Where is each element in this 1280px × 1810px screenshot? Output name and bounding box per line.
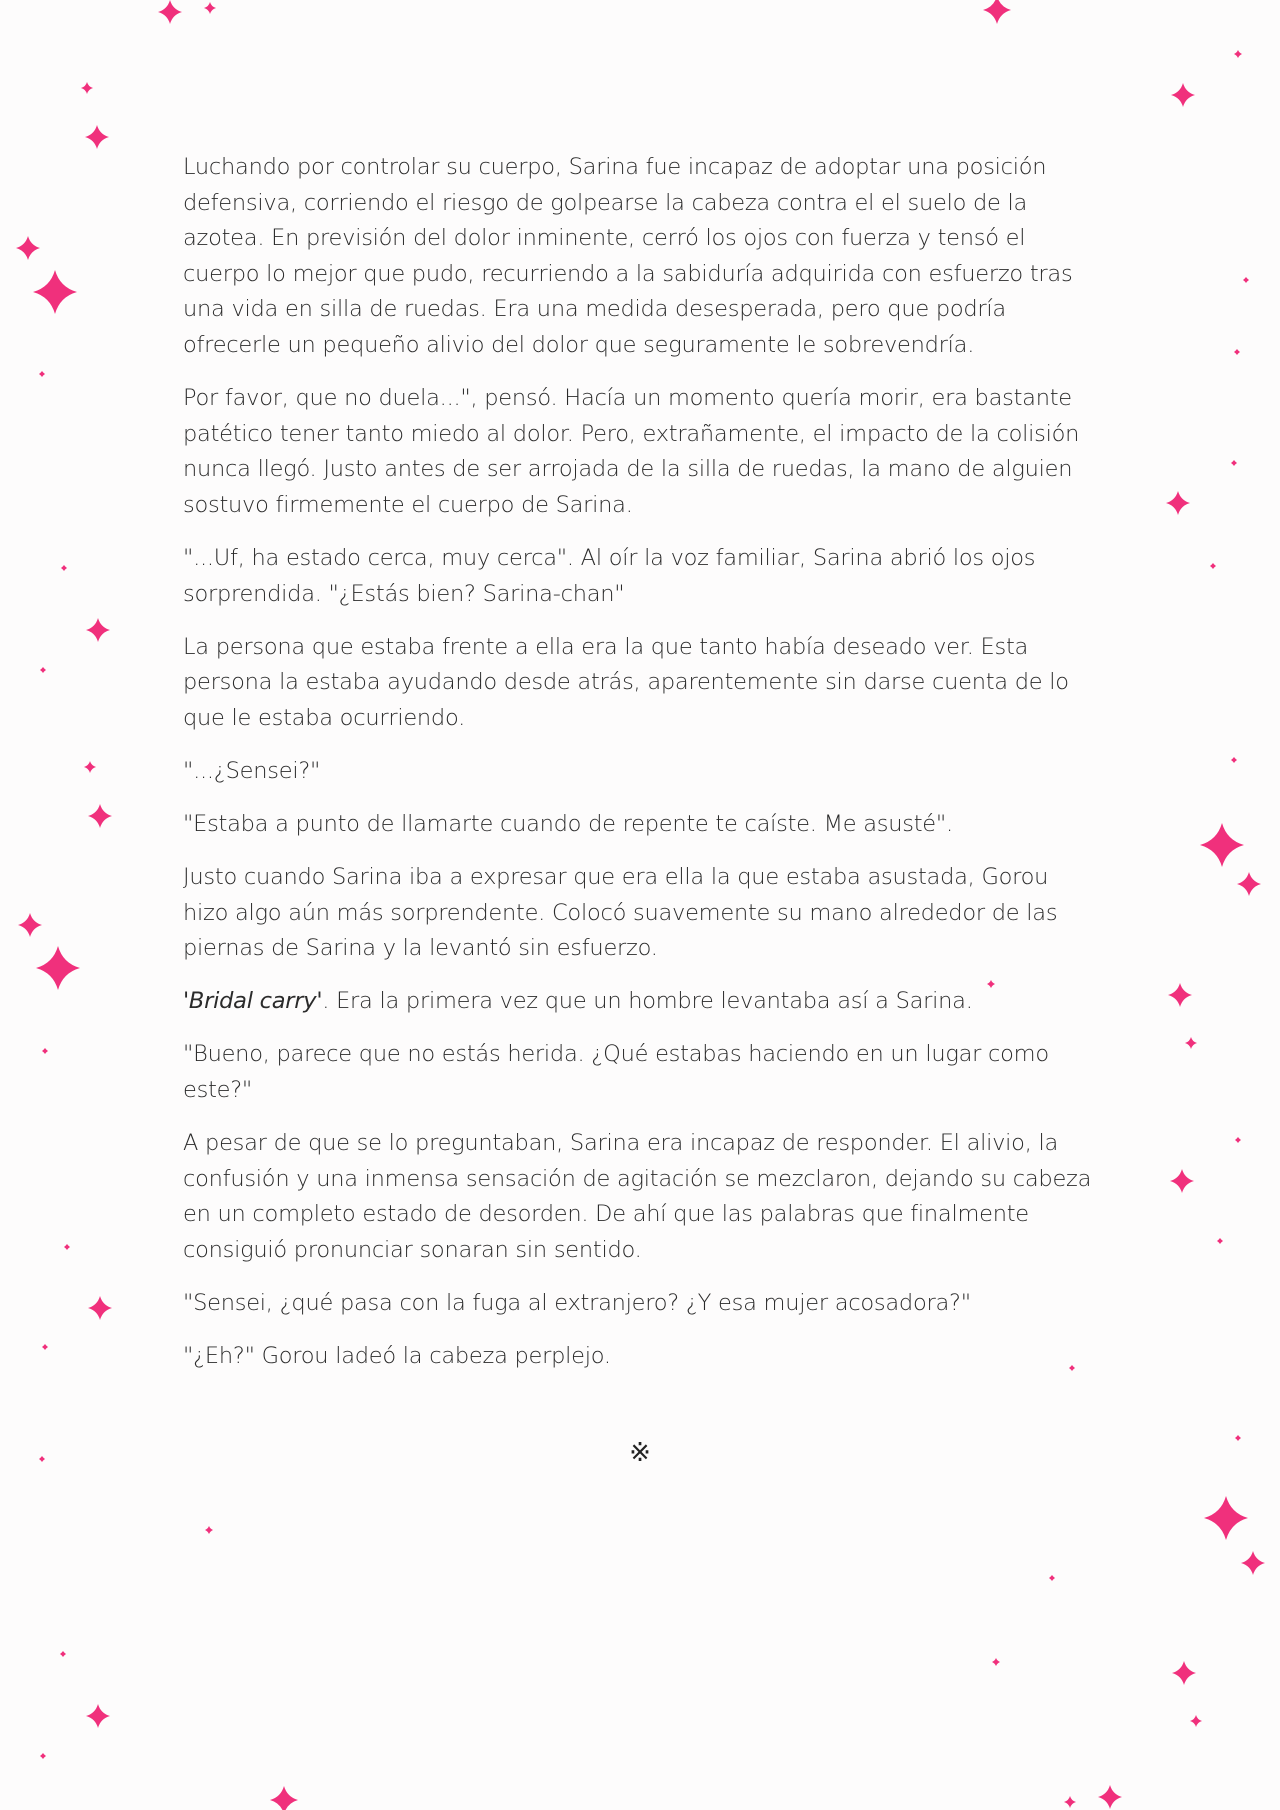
paragraph-7: Justo cuando Sarina iba a expresar que era ella la que estaba asustada, Gorou hizo algo aún más sorprendente. Colocó suavemente su mano alrededor de las piernas de Sarina y la levantó sin esfuerzo. bbox=[183, 864, 1058, 962]
sparkle-icon bbox=[204, 2, 216, 14]
paragraph-9: "Bueno, parece que no estás herida. ¿Qué estabas haciendo en un lugar como este?" bbox=[183, 1041, 1049, 1104]
sparkle-icon bbox=[1098, 1785, 1122, 1809]
sparkle-icon bbox=[1049, 1575, 1055, 1581]
paragraph-5: "...¿Sensei?" bbox=[183, 757, 321, 784]
sparkle-icon bbox=[992, 1658, 1000, 1666]
sparkle-icon bbox=[64, 1244, 70, 1250]
sparkle-icon bbox=[158, 0, 182, 24]
sparkle-icon bbox=[983, 0, 1011, 24]
sparkle-icon bbox=[1204, 1496, 1248, 1540]
sparkle-icon bbox=[16, 236, 40, 260]
paragraph-6: "Estaba a punto de llamarte cuando de repente te caíste. Me asusté". bbox=[183, 811, 953, 837]
sparkle-icon bbox=[84, 761, 96, 773]
paragraph-4: La persona que estaba frente a ella era la que tanto había deseado ver. Esta persona la estaba ayudando desde atrás, aparentemente sin darse cuenta de lo que le estaba ocurriendo. bbox=[183, 633, 1069, 731]
sparkle-icon bbox=[88, 1296, 112, 1320]
sparkle-icon bbox=[1210, 563, 1216, 569]
bridal-carry-emphasis: 'Bridal carry' bbox=[183, 988, 323, 1015]
story-text bbox=[183, 150, 1095, 1392]
sparkle-icon bbox=[1241, 1551, 1265, 1575]
sparkle-icon bbox=[1217, 1238, 1223, 1244]
sparkle-icon bbox=[1190, 1715, 1202, 1727]
sparkle-icon bbox=[1170, 1169, 1194, 1193]
sparkle-icon bbox=[86, 618, 110, 642]
sparkle-icon bbox=[1243, 277, 1249, 283]
sparkle-icon bbox=[205, 1526, 213, 1534]
sparkle-icon bbox=[36, 946, 80, 990]
paragraph-8 bbox=[183, 984, 1095, 1020]
paragraph-8-rest: . Era la primera vez que un hombre levantaba así a Sarina. bbox=[322, 988, 973, 1015]
sparkle-icon bbox=[1168, 983, 1192, 1007]
sparkle-icon bbox=[33, 270, 77, 314]
sparkle-icon bbox=[40, 667, 46, 673]
sparkle-icon bbox=[1231, 757, 1237, 763]
paragraph-3: "...Uf, ha estado cerca, muy cerca". Al oír la voz familiar, Sarina abrió los ojos sorprendida. "¿Estás bien? Sarina-chan" bbox=[183, 544, 1036, 607]
sparkle-icon bbox=[88, 804, 112, 828]
paragraph-11: "Sensei, ¿qué pasa con la fuga al extranjero? ¿Y esa mujer acosadora?" bbox=[183, 1290, 971, 1317]
sparkle-icon bbox=[1234, 50, 1242, 58]
paragraph-10: A pesar de que se lo preguntaban, Sarina era incapaz de responder. El alivio, la confusión y una inmensa sensación de agitación se mezclaron, dejando su cabeza en un completo estado de desorden. De ahí que las palabras que finalmente consiguió pronunciar sonaran sin sentido. bbox=[183, 1130, 1092, 1263]
sparkle-icon bbox=[42, 1344, 48, 1350]
sparkle-icon bbox=[1064, 1796, 1076, 1808]
sparkle-icon bbox=[1237, 872, 1261, 896]
sparkle-icon bbox=[40, 1753, 46, 1759]
sparkle-icon bbox=[1235, 1137, 1241, 1143]
sparkle-icon bbox=[1166, 491, 1190, 515]
sparkle-icon bbox=[85, 125, 109, 149]
sparkle-icon bbox=[39, 371, 45, 377]
sparkle-icon bbox=[1200, 823, 1244, 867]
sparkle-icon bbox=[81, 82, 93, 94]
sparkle-icon bbox=[61, 565, 67, 571]
sparkle-icon bbox=[18, 913, 42, 937]
paragraph-1: Luchando por controlar su cuerpo, Sarina fue incapaz de adoptar una posición defensiva, corriendo el riesgo de golpearse la cabeza contra el el suelo de la azotea. En previsión del dolor inminente, cerró los ojos con fuerza y tensó el cuerpo lo mejor que pudo, recurriendo a la sabiduría adquirida con esfuerzo tras una vida en silla de ruedas. Era una medida desesperada, pero que podría ofrecerle un pequeño alivio del dolor que seguramente le sobrevendría. bbox=[183, 154, 1073, 358]
paragraph-12: "¿Eh?" Gorou ladeó la cabeza perplejo. bbox=[183, 1343, 611, 1370]
sparkle-icon bbox=[1171, 83, 1195, 107]
sparkle-icon bbox=[1172, 1661, 1196, 1685]
paragraph-2: Por favor, que no duela...", pensó. Hacía un momento quería morir, era bastante patético tener tanto miedo al dolor. Pero, extrañamente, el impacto de la colisión nunca llegó. Justo antes de ser arrojada de la silla de ruedas, la mano de alguien sostuvo firmemente el cuerpo de Sarina. bbox=[183, 385, 1080, 518]
sparkle-icon bbox=[270, 1786, 298, 1810]
sparkle-icon bbox=[42, 1048, 48, 1054]
sparkle-icon bbox=[1234, 349, 1240, 355]
sparkle-icon bbox=[1231, 460, 1237, 466]
sparkle-icon bbox=[1185, 1037, 1197, 1049]
sparkle-icon bbox=[60, 1651, 66, 1657]
scene-break-mark: ※ bbox=[629, 1438, 651, 1468]
sparkle-icon bbox=[86, 1704, 110, 1728]
